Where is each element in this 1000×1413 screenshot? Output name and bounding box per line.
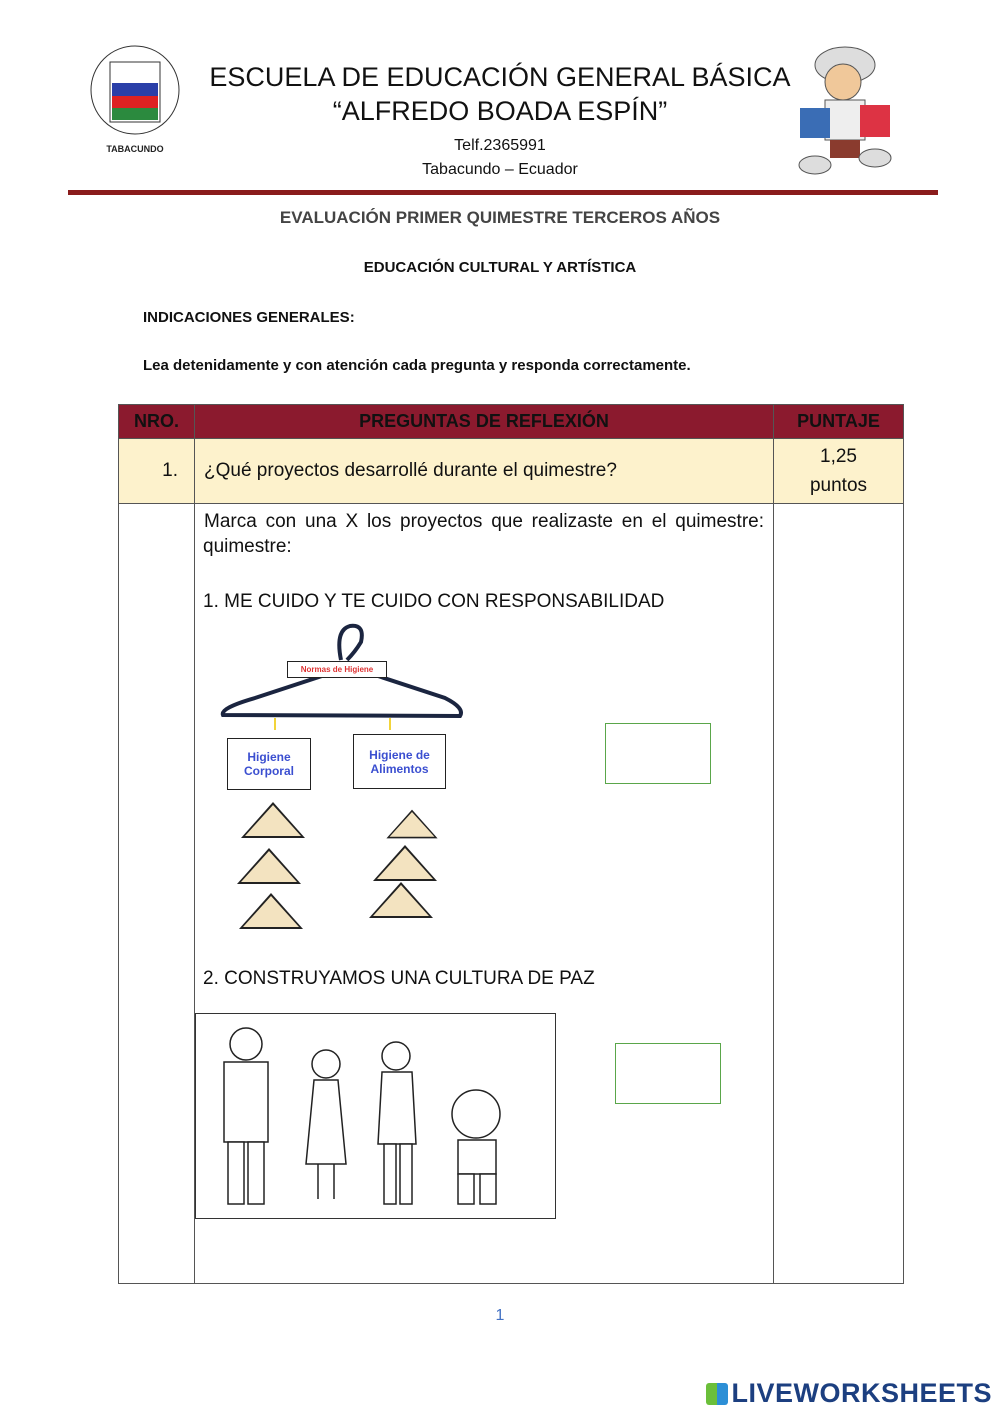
page-number: 1 [495,1307,505,1324]
score-cell [774,504,904,1284]
question-number: 1. [119,439,195,504]
instructions-heading: INDICACIONES GENERALES: [143,309,355,326]
phone: Telf.2365991 [454,137,546,154]
table-header-row [119,405,904,439]
empty-cell [119,504,195,1284]
location: Tabacundo – Ecuador [422,161,578,178]
project-1-checkbox[interactable] [605,723,711,784]
liveworksheets-icon [706,1383,728,1405]
svg-text:TABACUNDO: TABACUNDO [106,144,164,154]
school-seal [88,40,183,158]
card-higiene-corporal: Higiene Corporal [227,738,311,790]
brand-text: LIVEWORKSHEETS [731,1378,992,1408]
card-higiene-alimentos: Higiene de Alimentos [353,734,446,789]
header-divider [68,190,938,195]
subject-title: EDUCACIÓN CULTURAL Y ARTÍSTICA [363,259,637,276]
table-row [119,439,904,504]
project-2-label: 2. CONSTRUYAMOS UNA CULTURA DE PAZ [203,968,595,989]
project-1-label: 1. ME CUIDO Y TE CUIDO CON RESPONSABILIDAD [203,591,665,612]
instructions-text: Lea detenidamente y con atención cada pregunta y responda correctamente. [143,357,691,374]
prompt-line1 [204,507,764,536]
school-name [200,60,800,128]
hanger-title: Normas de Higiene [287,661,387,678]
score-value: 1,25 [820,446,857,467]
alimentos-image-1 [386,810,437,839]
question-score [774,439,904,504]
hygiene-hanger-image [215,620,475,940]
score-unit: puntos [809,475,868,496]
alimentos-image-2 [373,845,437,881]
question-text: ¿Qué proyectos desarrollé durante el quimestre? [195,439,774,504]
exam-title: EVALUACIÓN PRIMER QUIMESTRE TERCEROS AÑOS [279,208,721,227]
corporal-image-2 [237,848,301,884]
school-line1: ESCUELA DE EDUCACIÓN GENERAL BÁSICA [209,62,791,92]
school-line2: “ALFREDO BOADA ESPÍN” [332,96,668,126]
header-puntaje: PUNTAJE [774,405,904,439]
mascot-image [795,40,900,180]
corporal-image-3 [239,893,303,929]
alimentos-image-3 [369,882,433,918]
prompt-line2: quimestre: [203,533,763,563]
prompt-text: Marca con una X los proyectos que realizaste en el quimestre: [204,511,764,532]
header-preguntas: PREGUNTAS DE REFLEXIÓN [195,405,774,439]
family-image [195,1013,556,1219]
corporal-image-1 [241,802,305,838]
project-2-checkbox[interactable] [615,1043,721,1104]
header-nro: NRO. [119,405,195,439]
school-contact [300,134,700,182]
liveworksheets-logo[interactable] [706,1378,992,1409]
